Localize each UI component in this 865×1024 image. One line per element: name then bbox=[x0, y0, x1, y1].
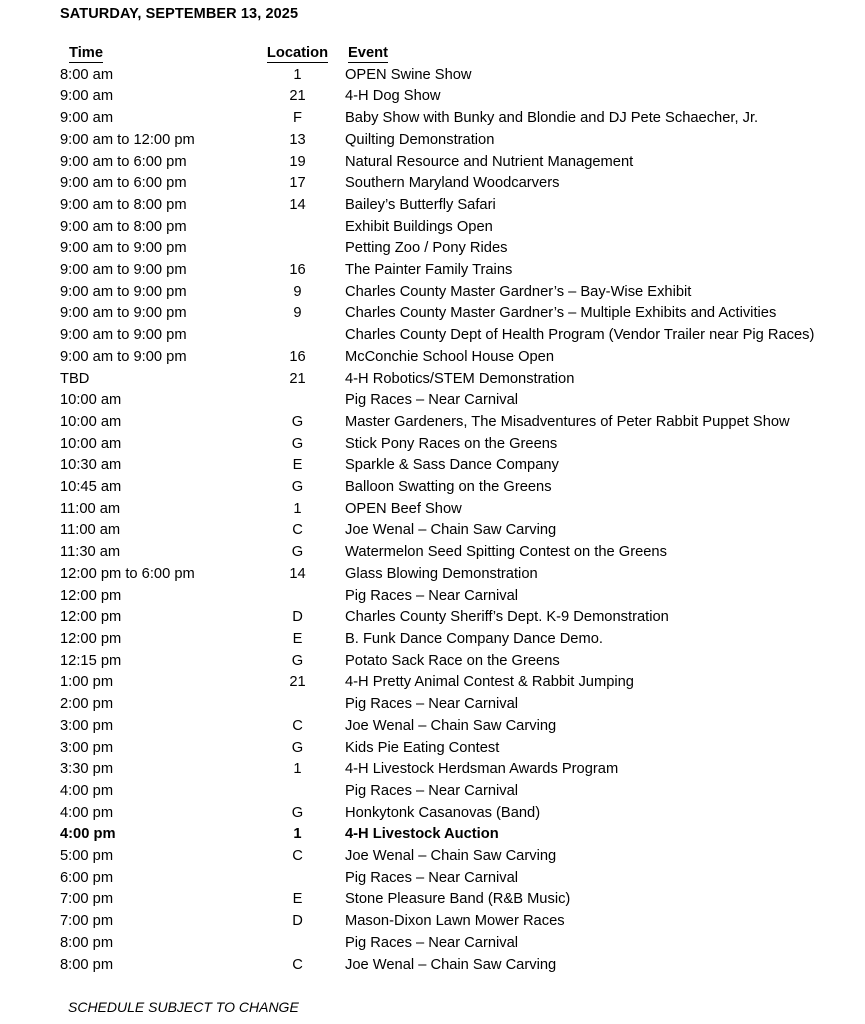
cell-time: 12:00 pm bbox=[60, 609, 122, 626]
cell-event: Joe Wenal – Chain Saw Carving bbox=[345, 956, 557, 973]
cell-location: 16 bbox=[289, 348, 306, 365]
cell-event: Pig Races – Near Carnival bbox=[345, 782, 519, 799]
cell-event: Joe Wenal – Chain Saw Carving bbox=[345, 848, 557, 865]
table-row bbox=[60, 738, 860, 760]
cell-location: 1 bbox=[293, 500, 302, 517]
cell-event: Exhibit Buildings Open bbox=[345, 218, 493, 235]
column-header-location bbox=[250, 43, 345, 65]
cell-event: Natural Resource and Nutrient Management bbox=[345, 153, 634, 170]
cell-time: 5:00 pm bbox=[60, 848, 114, 865]
cell-time: 3:00 pm bbox=[60, 717, 114, 734]
cell-event: Petting Zoo / Pony Rides bbox=[345, 240, 508, 257]
cell-time: 10:00 am bbox=[60, 413, 122, 430]
cell-time: 9:00 am to 9:00 pm bbox=[60, 283, 187, 300]
cell-location bbox=[250, 868, 345, 890]
cell-time: 8:00 pm bbox=[60, 956, 114, 973]
cell-event: Pig Races – Near Carnival bbox=[345, 869, 519, 886]
cell-location: E bbox=[292, 457, 303, 474]
cell-time: 1:00 pm bbox=[60, 674, 114, 691]
cell-location: 21 bbox=[289, 370, 306, 387]
table-row bbox=[60, 716, 860, 738]
table-row bbox=[60, 520, 860, 542]
cell-time: 9:00 am to 9:00 pm bbox=[60, 240, 187, 257]
cell-location: C bbox=[292, 522, 303, 539]
cell-location bbox=[250, 325, 345, 347]
cell-event: McConchie School House Open bbox=[345, 348, 555, 365]
table-row bbox=[60, 694, 860, 716]
cell-time: 4:00 pm bbox=[60, 804, 114, 821]
table-row bbox=[60, 868, 860, 890]
cell-time: 11:00 am bbox=[60, 500, 121, 517]
cell-location: 21 bbox=[289, 88, 306, 105]
table-row bbox=[60, 651, 860, 673]
table-row bbox=[60, 607, 860, 629]
table-row bbox=[60, 412, 860, 434]
cell-location: G bbox=[291, 804, 304, 821]
table-row bbox=[60, 629, 860, 651]
cell-event: Balloon Swatting on the Greens bbox=[345, 479, 552, 496]
cell-location: 9 bbox=[293, 283, 302, 300]
table-row bbox=[60, 911, 860, 933]
table-row bbox=[60, 759, 860, 781]
table-row bbox=[60, 347, 860, 369]
cell-location: G bbox=[291, 413, 304, 430]
cell-event: Stone Pleasure Band (R&B Music) bbox=[345, 891, 571, 908]
cell-event: Mason-Dixon Lawn Mower Races bbox=[345, 913, 565, 930]
cell-time: 10:30 am bbox=[60, 457, 122, 474]
cell-event: Pig Races – Near Carnival bbox=[345, 587, 519, 604]
table-row bbox=[60, 542, 860, 564]
cell-location: 1 bbox=[293, 826, 302, 843]
cell-time: 8:00 pm bbox=[60, 934, 114, 951]
cell-time: 9:00 am bbox=[60, 88, 114, 105]
cell-time: 8:00 am bbox=[60, 66, 114, 83]
cell-location: G bbox=[291, 479, 304, 496]
cell-location: E bbox=[292, 630, 303, 647]
cell-event: The Painter Family Trains bbox=[345, 262, 513, 279]
cell-location: 9 bbox=[293, 305, 302, 322]
cell-location: D bbox=[292, 609, 303, 626]
cell-time: 4:00 pm bbox=[60, 826, 116, 843]
cell-location: 1 bbox=[293, 761, 302, 778]
cell-location: 13 bbox=[289, 131, 306, 148]
cell-location: C bbox=[292, 717, 303, 734]
table-row bbox=[60, 477, 860, 499]
cell-time: 7:00 pm bbox=[60, 913, 114, 930]
table-header-row bbox=[60, 43, 860, 65]
cell-location: 14 bbox=[289, 196, 306, 213]
cell-location: G bbox=[291, 544, 304, 561]
cell-location bbox=[250, 781, 345, 803]
cell-location: 21 bbox=[289, 674, 306, 691]
cell-event: Charles County Dept of Health Program (Vendor Trailer near Pig Races) bbox=[345, 327, 815, 344]
cell-time: 11:00 am bbox=[60, 522, 121, 539]
cell-event: Pig Races – Near Carnival bbox=[345, 392, 519, 409]
table-row bbox=[60, 282, 860, 304]
column-header-event bbox=[345, 43, 860, 65]
cell-event: 4-H Robotics/STEM Demonstration bbox=[345, 370, 575, 387]
cell-location: 17 bbox=[289, 175, 306, 192]
table-row bbox=[60, 846, 860, 868]
cell-event: Baby Show with Bunky and Blondie and DJ Pete Schaecher, Jr. bbox=[345, 110, 759, 127]
cell-time: 9:00 am to 9:00 pm bbox=[60, 305, 187, 322]
cell-event: Kids Pie Eating Contest bbox=[345, 739, 500, 756]
column-header-time-label: Time bbox=[69, 45, 104, 61]
table-header bbox=[60, 43, 860, 65]
cell-event: Charles County Sheriff’s Dept. K-9 Demonstration bbox=[345, 609, 669, 626]
cell-time: TBD bbox=[60, 370, 90, 387]
cell-time: 4:00 pm bbox=[60, 782, 114, 799]
cell-time: 9:00 am to 6:00 pm bbox=[60, 175, 187, 192]
cell-time: 9:00 am to 6:00 pm bbox=[60, 153, 187, 170]
cell-event: Potato Sack Race on the Greens bbox=[345, 652, 560, 669]
cell-time: 9:00 am to 8:00 pm bbox=[60, 218, 187, 235]
table-row bbox=[60, 217, 860, 239]
cell-location: C bbox=[292, 848, 303, 865]
cell-event: 4-H Livestock Auction bbox=[345, 826, 499, 843]
table-row bbox=[60, 86, 860, 108]
table-row bbox=[60, 130, 860, 152]
cell-event: Watermelon Seed Spitting Contest on the Greens bbox=[345, 544, 667, 561]
cell-event: OPEN Swine Show bbox=[345, 66, 472, 83]
cell-time: 10:00 am bbox=[60, 392, 122, 409]
cell-event: 4-H Livestock Herdsman Awards Program bbox=[345, 761, 619, 778]
cell-location bbox=[250, 390, 345, 412]
cell-event: Pig Races – Near Carnival bbox=[345, 934, 519, 951]
table-row bbox=[60, 434, 860, 456]
table-row bbox=[60, 325, 860, 347]
cell-time: 10:45 am bbox=[60, 479, 122, 496]
table-row bbox=[60, 108, 860, 130]
page-title: SATURDAY, SEPTEMBER 13, 2025 bbox=[60, 6, 299, 22]
cell-event: Honkytonk Casanovas (Band) bbox=[345, 804, 541, 821]
cell-event: Glass Blowing Demonstration bbox=[345, 565, 538, 582]
table-row bbox=[60, 195, 860, 217]
cell-time: 11:30 am bbox=[60, 544, 121, 561]
cell-time: 9:00 am bbox=[60, 110, 114, 127]
table-row bbox=[60, 955, 860, 977]
cell-event: Pig Races – Near Carnival bbox=[345, 696, 519, 713]
cell-time: 12:00 pm to 6:00 pm bbox=[60, 565, 195, 582]
cell-location: D bbox=[292, 913, 303, 930]
table-row bbox=[60, 65, 860, 87]
table-row bbox=[60, 781, 860, 803]
cell-location: 14 bbox=[289, 565, 306, 582]
column-header-event-label: Event bbox=[348, 45, 388, 61]
table-row bbox=[60, 390, 860, 412]
cell-location: G bbox=[291, 739, 304, 756]
cell-location: 1 bbox=[293, 66, 302, 83]
cell-location: F bbox=[293, 110, 302, 127]
cell-event: Bailey’s Butterfly Safari bbox=[345, 196, 496, 213]
column-header-time bbox=[60, 43, 250, 65]
cell-time: 12:00 pm bbox=[60, 587, 122, 604]
cell-location bbox=[250, 933, 345, 955]
cell-location: E bbox=[292, 891, 303, 908]
cell-event: Sparkle & Sass Dance Company bbox=[345, 457, 559, 474]
cell-time: 3:00 pm bbox=[60, 739, 114, 756]
cell-time: 10:00 am bbox=[60, 435, 122, 452]
cell-time: 12:15 pm bbox=[60, 652, 122, 669]
cell-time: 2:00 pm bbox=[60, 696, 114, 713]
cell-event: Charles County Master Gardner’s – Multiple Exhibits and Activities bbox=[345, 305, 777, 322]
cell-location: G bbox=[291, 435, 304, 452]
table-row bbox=[60, 238, 860, 260]
table-row bbox=[60, 499, 860, 521]
cell-location: G bbox=[291, 652, 304, 669]
cell-location: 16 bbox=[289, 262, 306, 279]
cell-time: 12:00 pm bbox=[60, 630, 122, 647]
cell-time: 9:00 am to 9:00 pm bbox=[60, 262, 187, 279]
table-row bbox=[60, 260, 860, 282]
cell-time: 9:00 am to 9:00 pm bbox=[60, 348, 187, 365]
column-header-location-label: Location bbox=[266, 45, 329, 61]
cell-event: 4-H Dog Show bbox=[345, 88, 441, 105]
table-row bbox=[60, 672, 860, 694]
cell-event: Joe Wenal – Chain Saw Carving bbox=[345, 717, 557, 734]
cell-time: 6:00 pm bbox=[60, 869, 114, 886]
table-row bbox=[60, 564, 860, 586]
cell-event: OPEN Beef Show bbox=[345, 500, 462, 517]
cell-time: 9:00 am to 12:00 pm bbox=[60, 131, 195, 148]
cell-location bbox=[250, 586, 345, 608]
table-row bbox=[60, 803, 860, 825]
table-row bbox=[60, 824, 860, 846]
cell-location: C bbox=[292, 956, 303, 973]
cell-event: B. Funk Dance Company Dance Demo. bbox=[345, 630, 603, 647]
cell-event: Joe Wenal – Chain Saw Carving bbox=[345, 522, 557, 539]
table-row bbox=[60, 455, 860, 477]
cell-location bbox=[250, 217, 345, 239]
cell-location bbox=[250, 238, 345, 260]
cell-time: 9:00 am to 9:00 pm bbox=[60, 327, 187, 344]
schedule-disclaimer: SCHEDULE SUBJECT TO CHANGE bbox=[68, 999, 299, 1015]
table-row bbox=[60, 889, 860, 911]
cell-time: 3:30 pm bbox=[60, 761, 114, 778]
cell-event: 4-H Pretty Animal Contest & Rabbit Jumping bbox=[345, 674, 634, 691]
cell-location bbox=[250, 694, 345, 716]
cell-event: Southern Maryland Woodcarvers bbox=[345, 175, 560, 192]
table-body bbox=[60, 65, 860, 977]
table-row bbox=[60, 303, 860, 325]
cell-event: Quilting Demonstration bbox=[345, 131, 495, 148]
table-row bbox=[60, 152, 860, 174]
table-row bbox=[60, 369, 860, 391]
cell-time: 7:00 pm bbox=[60, 891, 114, 908]
cell-event: Charles County Master Gardner’s – Bay-Wise Exhibit bbox=[345, 283, 692, 300]
cell-location: 19 bbox=[289, 153, 306, 170]
table-row bbox=[60, 586, 860, 608]
cell-event: Master Gardeners, The Misadventures of Peter Rabbit Puppet Show bbox=[345, 413, 790, 430]
cell-time: 9:00 am to 8:00 pm bbox=[60, 196, 187, 213]
cell-event: Stick Pony Races on the Greens bbox=[345, 435, 558, 452]
table-row bbox=[60, 173, 860, 195]
schedule-table bbox=[60, 43, 860, 976]
table-row bbox=[60, 933, 860, 955]
